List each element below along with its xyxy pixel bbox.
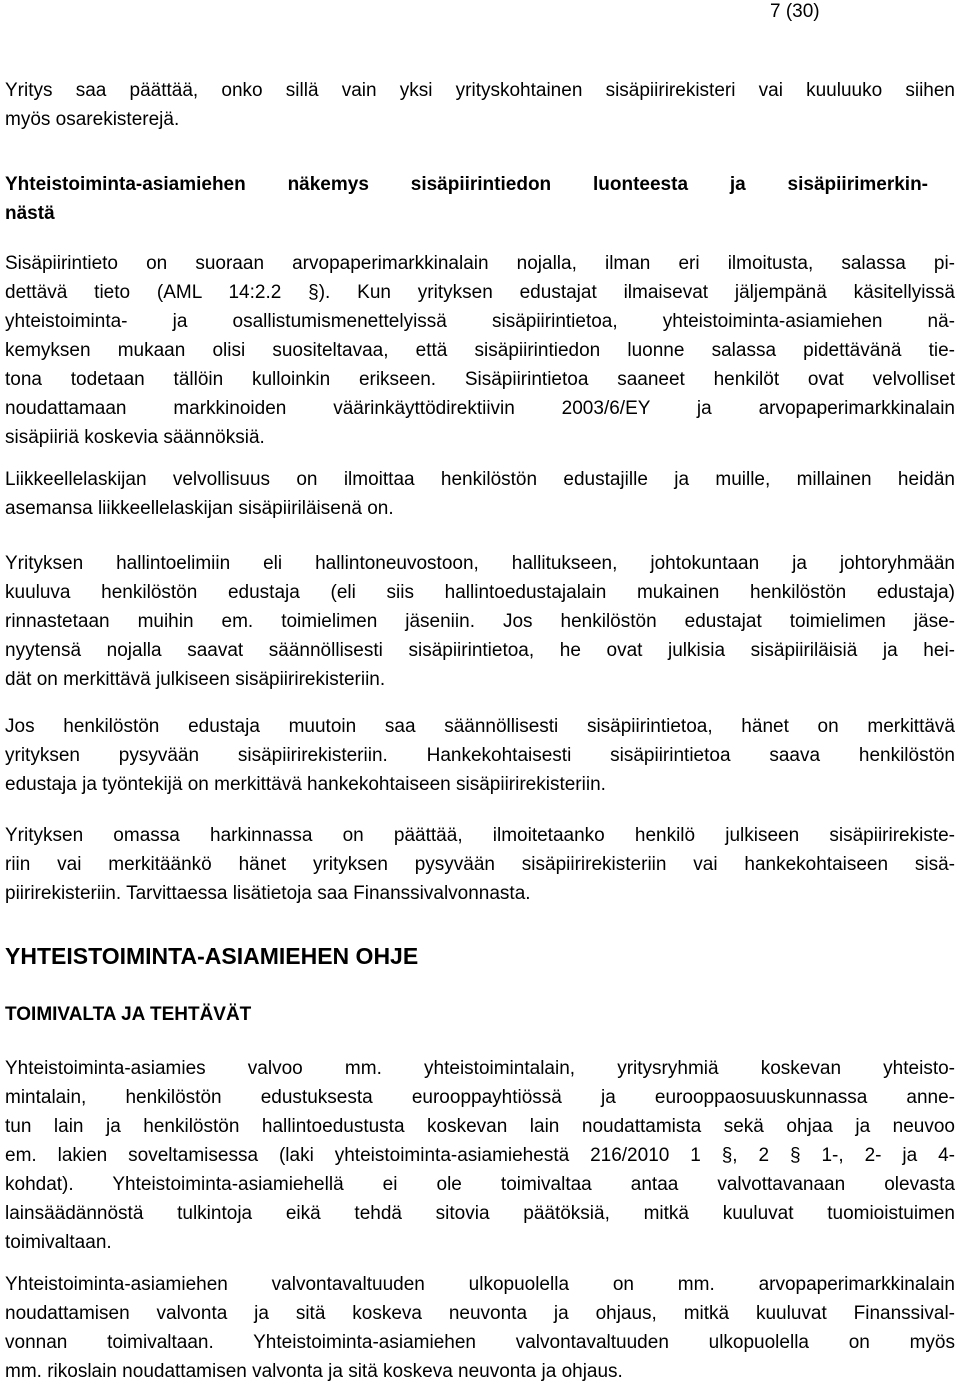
text-line: dettävä tieto (AML 14:2.2 §). Kun yrityksen edustajat ilmaisevat jäljempänä käsitellyissä bbox=[5, 282, 955, 303]
paragraph-outside-authority bbox=[5, 1270, 955, 1386]
text-line: em. lakien soveltamisessa (laki yhteistoiminta-asiamiehestä 216/2010 1 §, 2 § 1-, 2- ja 4- bbox=[5, 1145, 955, 1166]
paragraph-insider-info-definition bbox=[5, 249, 955, 452]
text-line: toimivaltaan. bbox=[5, 1232, 112, 1253]
text-line: yrityksen pysyvään sisäpiirirekisteriin. Hankekohtaisesti sisäpiirintietoa saava henkilöstön bbox=[5, 745, 955, 766]
text-line: Yritys saa päättää, onko sillä vain yksi yrityskohtainen sisäpiirirekisteri vai kuuluuko siihen bbox=[5, 80, 955, 101]
text-line: Yrityksen hallintoelimiin eli hallintoneuvostoon, hallitukseen, johtokuntaan ja johtoryhmään bbox=[5, 553, 955, 574]
text-line: asemansa liikkeellelaskijan sisäpiiriläisenä on. bbox=[5, 498, 394, 519]
text-line: piirirekisteriin. Tarvittaessa lisätietoja saa Finanssivalvonnasta. bbox=[5, 883, 531, 904]
text-line: edustaja ja työntekijä on merkittävä hankekohtaiseen sisäpiirirekisteriin. bbox=[5, 774, 606, 795]
text-line: Yrityksen omassa harkinnassa on päättää, ilmoitetaanko henkilö julkiseen sisäpiirirekiste- bbox=[5, 825, 955, 846]
paragraph-ombudsman-duties bbox=[5, 1054, 955, 1257]
text-line: sisäpiiriä koskevia säännöksiä. bbox=[5, 427, 265, 448]
text-line: Liikkeellelaskijan velvollisuus on ilmoittaa henkilöstön edustajille ja muille, millainen heidän bbox=[5, 469, 955, 490]
text-line: vonnan toimivaltaan. Yhteistoiminta-asiamiehen valvontavaltuuden ulkopuolella on myös bbox=[5, 1332, 955, 1353]
text-line: rinnastetaan muihin em. toimielimen jäseniin. Jos henkilöstön edustajat toimielimen jäse- bbox=[5, 611, 955, 632]
page-number: 7 (30) bbox=[770, 1, 820, 22]
text-line: Yhteistoiminta-asiamiehen näkemys sisäpiirintiedon luonteesta ja sisäpiirimerkin- bbox=[5, 174, 928, 195]
text-line: tona todetaan tällöin kulloinkin erikseen. Sisäpiirintietoa saaneet henkilöt ovat velvolliset bbox=[5, 369, 955, 390]
text-line: noudattamisen valvonta ja sitä koskeva neuvonta ja ohjaus, mitkä kuuluvat Finanssival- bbox=[5, 1303, 955, 1324]
text-line: yhteistoiminta- ja osallistumismenettelyissä sisäpiirintietoa, yhteistoiminta-asiamiehen nä- bbox=[5, 311, 955, 332]
text-line: Sisäpiirintieto on suoraan arvopaperimarkkinalain nojalla, ilman eri ilmoitusta, salassa pi- bbox=[5, 253, 955, 274]
paragraph-issuer-obligation bbox=[5, 465, 955, 523]
text-line: mm. rikoslain noudattamisen valvonta ja sitä koskeva neuvonta ja ohjaus. bbox=[5, 1361, 623, 1382]
paragraph-permanent-register bbox=[5, 712, 955, 799]
paragraph-register-choice bbox=[5, 76, 955, 134]
text-line: mintalain, henkilöstön edustuksesta eurooppayhtiössä ja eurooppaosuuskunnassa anne- bbox=[5, 1087, 955, 1108]
section-heading-insider-info bbox=[5, 170, 928, 228]
main-heading: YHTEISTOIMINTA-ASIAMIEHEN OHJE bbox=[5, 943, 419, 969]
sub-heading-authority: TOIMIVALTA JA TEHTÄVÄT bbox=[5, 1004, 252, 1025]
paragraph-governing-bodies bbox=[5, 549, 955, 694]
text-line: nyytensä nojalla saavat säännöllisesti sisäpiirintietoa, he ovat julkisia sisäpiiriläisiä ja hei- bbox=[5, 640, 955, 661]
text-line: tun lain ja henkilöstön hallintoedustusta koskevan lain noudattamista sekä ohjaa ja neuvoo bbox=[5, 1116, 955, 1137]
paragraph-company-discretion bbox=[5, 821, 955, 908]
text-line: lainsäädännöstä tulkintoja eikä tehdä sitovia päätöksiä, mitkä kuuluvat tuomioistuimen bbox=[5, 1203, 955, 1224]
text-line: Yhteistoiminta-asiamies valvoo mm. yhteistoimintalain, yritysryhmiä koskevan yhteisto- bbox=[5, 1058, 955, 1079]
text-line: kohdat). Yhteistoiminta-asiamiehellä ei ole toimivaltaa antaa valvottavanaan olevasta bbox=[5, 1174, 955, 1195]
text-line: kuuluva henkilöstön edustaja (eli siis hallintoedustajalain mukainen henkilöstön edustaja) bbox=[5, 582, 955, 603]
text-line: riin vai merkitäänkö hänet yrityksen pysyvään sisäpiirirekisteriin vai hankekohtaiseen sisä- bbox=[5, 854, 955, 875]
text-line: Jos henkilöstön edustaja muutoin saa säännöllisesti sisäpiirintietoa, hänet on merkittävä bbox=[5, 716, 955, 737]
text-line: kemyksen mukaan olisi suositeltavaa, että sisäpiirintiedon luonne salassa pidettävänä tie- bbox=[5, 340, 955, 361]
text-line: myös osarekisterejä. bbox=[5, 109, 180, 130]
text-line: dät on merkittävä julkiseen sisäpiirirekisteriin. bbox=[5, 669, 386, 690]
text-line: Yhteistoiminta-asiamiehen valvontavaltuuden ulkopuolella on mm. arvopaperimarkkinalain bbox=[5, 1274, 955, 1295]
text-line: nästä bbox=[5, 203, 55, 224]
text-line: noudattamaan markkinoiden väärinkäyttödirektiivin 2003/6/EY ja arvopaperimarkkinalain bbox=[5, 398, 955, 419]
